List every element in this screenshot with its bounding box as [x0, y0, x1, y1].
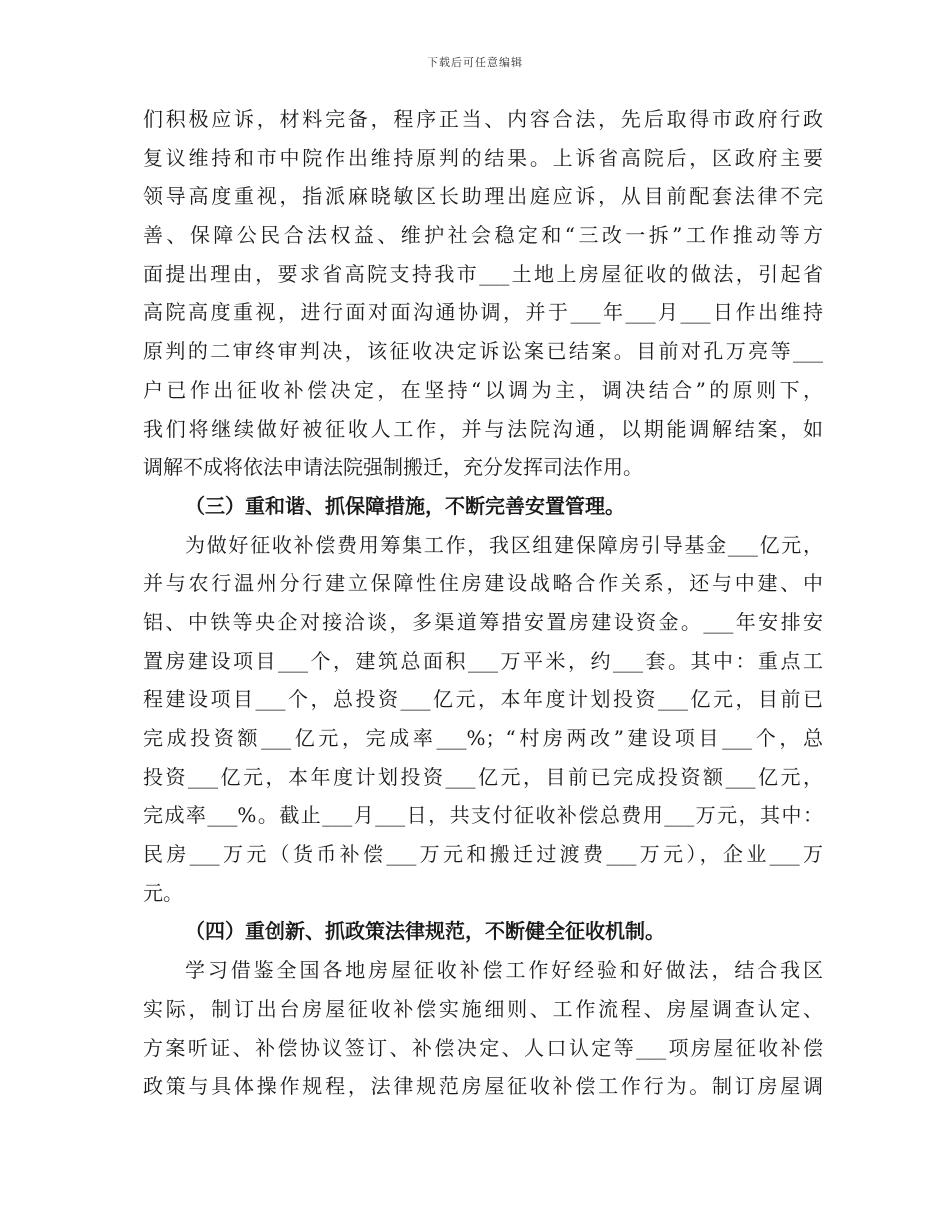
- text-line: 高院高度重视，进行面对面沟通协调，并于___年___月___日作出维持: [143, 300, 823, 325]
- text-line: 为做好征收补偿费用筹集工作，我区组建保障房引导基金___亿元，: [185, 532, 823, 557]
- text-line: 善、保障公民合法权益、维护社会稳定和“三改一拆”工作推动等方: [143, 223, 823, 248]
- text-line: 实际，制订出台房屋征收补偿实施细则、工作流程、房屋调查认定、: [143, 996, 823, 1021]
- text-line: 政策与具体操作规程，法律规范房屋征收补偿工作行为。制订房屋调: [143, 1074, 823, 1099]
- text-line: 完成投资额___亿元，完成率___%；“村房两改”建设项目___个，总: [143, 726, 823, 750]
- text-line: 领导高度重视，指派麻晓敏区长助理出庭应诉，从目前配套法律不完: [143, 184, 823, 209]
- text-line: 铝、中铁等央企对接洽谈，多渠道筹措安置房建设资金。___年安排安: [143, 609, 823, 634]
- text-line: 完成率___%。截止___月___日，共支付征收补偿总费用___万元，其中：: [143, 803, 823, 828]
- text-line: 置房建设项目___个，建筑总面积___万平米，约___套。其中：重点工: [143, 648, 823, 673]
- text-line: 并与农行温州分行建立保障性住房建设战略合作关系，还与中建、中: [143, 571, 823, 596]
- text-line: 面提出理由，要求省高院支持我市___土地上房屋征收的做法，引起省: [143, 261, 823, 286]
- page-header: 下载后可任意编辑: [427, 56, 523, 69]
- text-line: 调解不成将依法申请法院强制搬迁，充分发挥司法作用。: [143, 455, 643, 480]
- text-line: 们积极应诉，材料完备，程序正当、内容合法，先后取得市政府行政: [143, 107, 823, 131]
- text-line: 元。: [143, 880, 183, 905]
- text-line: 民房___万元（货币补偿___万元和搬迁过渡费___万元），企业___万: [143, 842, 823, 867]
- text-line: 复议维持和市中院作出维持原判的结果。上诉省高院后，区政府主要: [143, 145, 823, 170]
- document-body: [143, 100, 823, 1106]
- text-line: 程建设项目___个，总投资___亿元，本年度计划投资___亿元，目前已: [143, 687, 823, 712]
- text-line: 学习借鉴全国各地房屋征收补偿工作好经验和好做法，结合我区: [185, 958, 823, 983]
- section-heading: （三）重和谐、抓保障措施，不断完善安置管理。: [185, 493, 625, 518]
- text-line: 原判的二审终审判决，该征收决定诉讼案已结案。目前对孔万亮等___: [143, 339, 823, 364]
- text-line: 我们将继续做好被征收人工作，并与法院沟通，以期能调解结案，如: [143, 416, 823, 441]
- section-heading: （四）重创新、抓政策法律规范，不断健全征收机制。: [185, 919, 665, 944]
- text-line: 户已作出征收补偿决定，在坚持“以调为主，调决结合”的原则下，: [143, 377, 823, 402]
- text-line: 方案听证、补偿协议签订、补偿决定、人口认定等___项房屋征收补偿: [143, 1035, 823, 1060]
- text-line: 投资___亿元，本年度计划投资___亿元，目前已完成投资额___亿元，: [143, 764, 823, 789]
